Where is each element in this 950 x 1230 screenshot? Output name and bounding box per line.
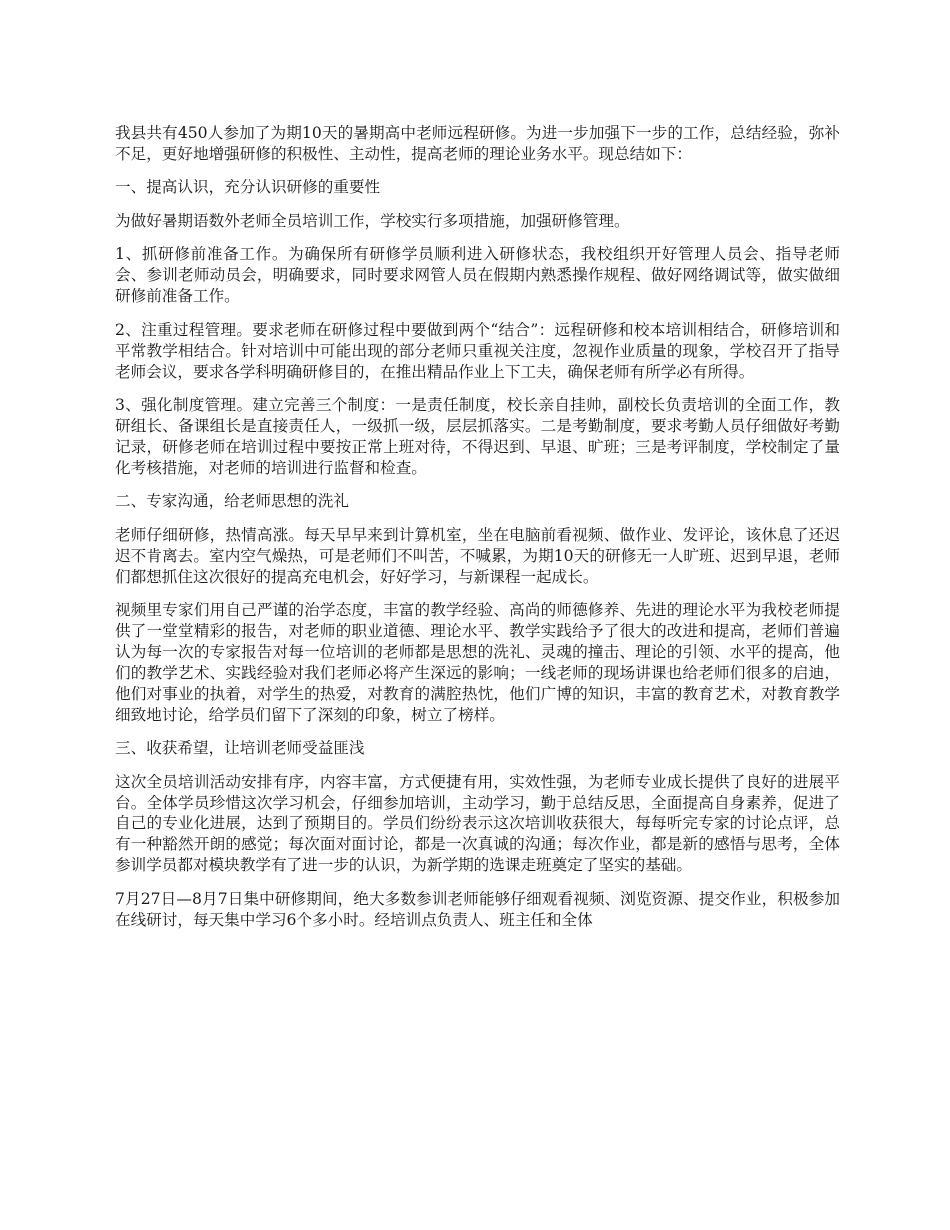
body-paragraph: 2、注重过程管理。要求老师在研修过程中要做到两个“结合”：远程研修和校本培训相结合，研修培训和平常教学相结合。针对培训中可能出现的部分老师只重视关注度，忽视作业质量的现象，学校召开了指导老师会议，要求各学科明确研修目的，在推出精品作业上下工夫，确保老师有所学必有所得。 xyxy=(115,320,840,381)
section-heading-3: 三、收获希望，让培训老师受益匪浅 xyxy=(115,739,365,758)
body-paragraph: 为做好暑期语数外老师全员培训工作，学校实行多项措施，加强研修管理。 xyxy=(115,211,630,230)
intro-paragraph: 我县共有450人参加了为期10天的暑期高中老师远程研修。为进一步加强下一步的工作，总结经验，弥补不足，更好地增强研修的积极性、主动性，提高老师的理论业务水平。现总结如下： xyxy=(115,124,840,163)
document-body xyxy=(115,123,840,943)
body-paragraph: 这次全员培训活动安排有序，内容丰富，方式便捷有用，实效性强，为老师专业成长提供了良好的进展平台。全体学员珍惜这次学习机会，仔细参加培训，主动学习，勤于总结反思，全面提高自身素养，促进了自己的专业化进展，达到了预期目的。学员们纷纷表示这次培训收获很大，每每听完专家的讨论点评，总有一种豁然开朗的感觉；每次面对面讨论，都是一次真诚的沟通；每次作业，都是新的感悟与思考，全体参训学员都对模块教学有了进一步的认识，为新学期的选课走班奠定了坚实的基础。 xyxy=(115,772,840,875)
body-paragraph: 1、抓研修前准备工作。为确保所有研修学员顺利进入研修状态，我校组织开好管理人员会、指导老师会、参训老师动员会，明确要求，同时要求网管人员在假期内熟悉操作规程、做好网络调试等，做实做细研修前准备工作。 xyxy=(115,245,840,306)
body-paragraph: 3、强化制度管理。建立完善三个制度：一是责任制度，校长亲自挂帅，副校长负责培训的全面工作，教研组长、备课组长是直接责任人，一级抓一级，层层抓落实。二是考勤制度，要求考勤人员仔细做好考勤记录，研修老师在培训过程中要按正常上班对待，不得迟到、早退、旷班；三是考评制度，学校制定了量化考核措施，对老师的培训进行监督和检查。 xyxy=(115,396,840,477)
section-heading-1: 一、提高认识，充分认识研修的重要性 xyxy=(115,178,381,197)
section-heading-2: 二、专家沟通，给老师思想的洗礼 xyxy=(115,492,349,511)
body-paragraph: 视频里专家们用自己严谨的治学态度，丰富的教学经验、高尚的师德修养、先进的理论水平为我校老师提供了一堂堂精彩的报告，对老师的职业道德、理论水平、教学实践给予了很大的改进和提高，老师们普遍认为每一次的专家报告对每一位培训的老师都是思想的洗礼、灵魂的撞击、理论的引领、水平的提高，他们的教学艺术、实践经验对我们老师必将产生深远的影响；一线老师的现场讲课也给老师们很多的启迪，他们对事业的执着，对学生的热爱，对教育的满腔热忱，他们广博的知识，丰富的教育艺术，对教育教学细致地讨论，给学员们留下了深刻的印象，树立了榜样。 xyxy=(115,601,840,724)
body-paragraph: 7月27日—8月7日集中研修期间，绝大多数参训老师能够仔细观看视频、浏览资源、提交作业，积极参加在线研讨，每天集中学习6个多小时。经培训点负责人、班主任和全体 xyxy=(115,889,840,929)
body-paragraph: 老师仔细研修，热情高涨。每天早早来到计算机室，坐在电脑前看视频、做作业、发评论，该休息了还迟迟不肯离去。室内空气燥热，可是老师们不叫苦，不喊累，为期10天的研修无一人旷班、迟到早退，老师们都想抓住这次很好的提高充电机会，好好学习，与新课程一起成长。 xyxy=(115,525,840,586)
